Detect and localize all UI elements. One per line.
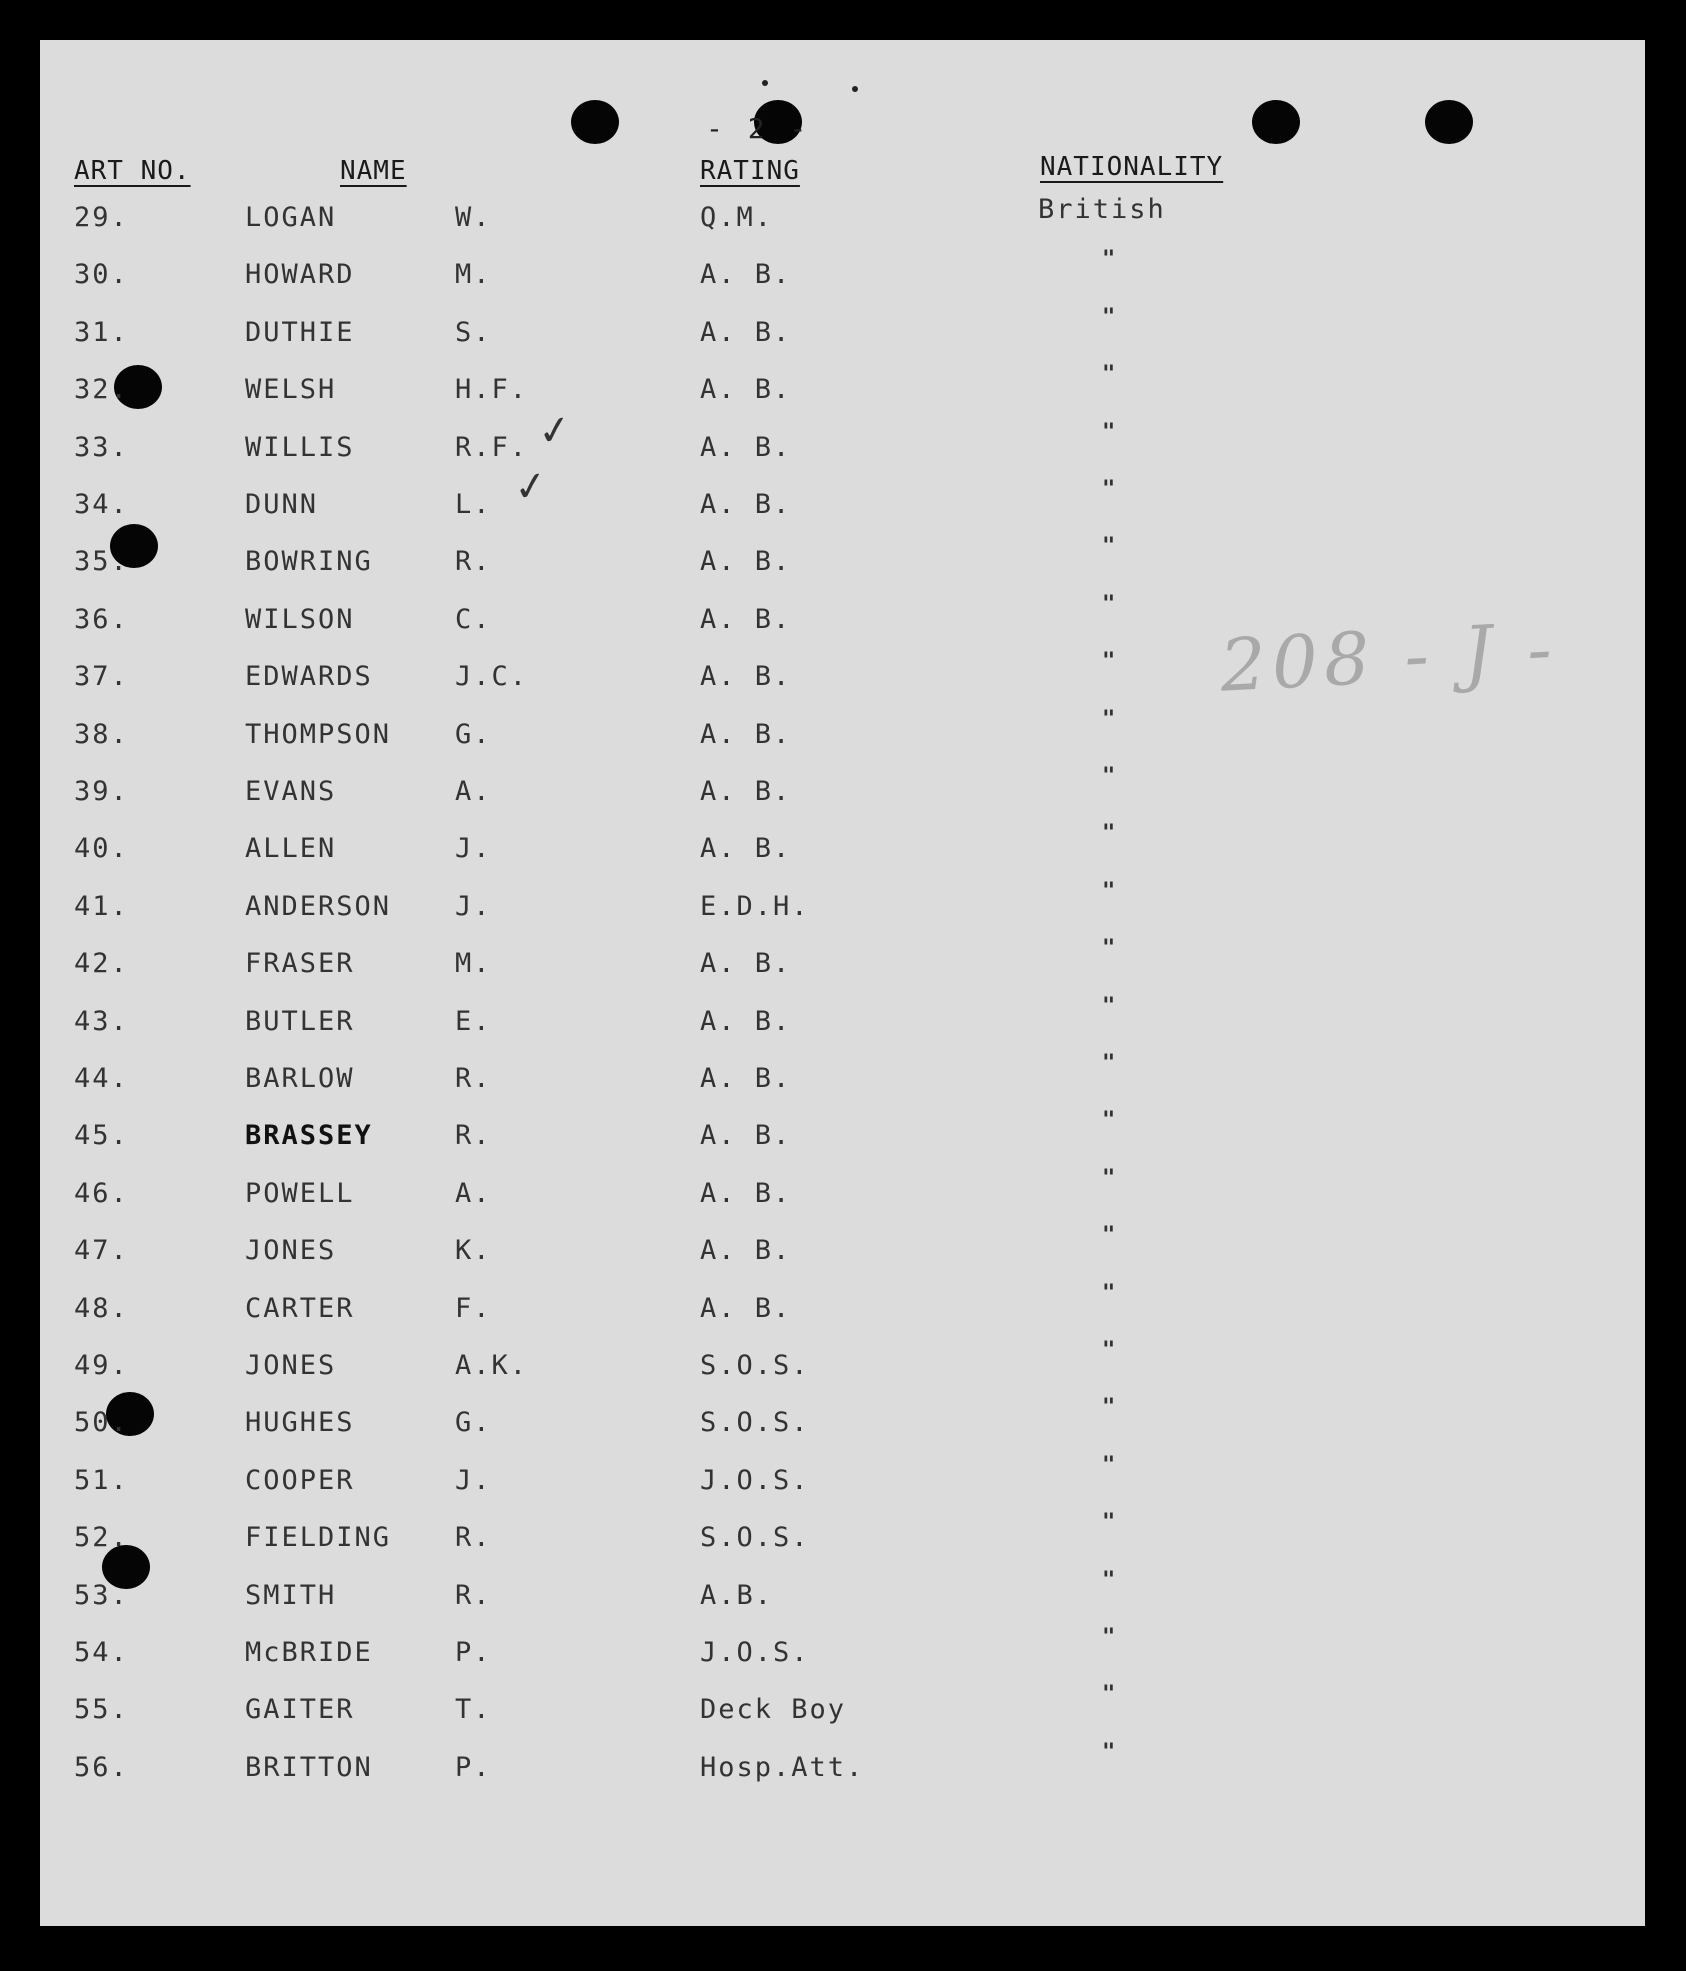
- art-no-cell: 52.: [74, 1522, 129, 1553]
- surname-cell: FRASER: [245, 948, 355, 979]
- punch-hole: [1425, 100, 1473, 144]
- nationality-cell: ": [1102, 534, 1118, 559]
- art-no-cell: 44.: [74, 1063, 129, 1094]
- rating-cell: S.O.S.: [700, 1407, 810, 1438]
- surname-cell: McBRIDE: [245, 1637, 373, 1668]
- art-no-cell: 47.: [74, 1235, 129, 1266]
- art-no-cell: 39.: [74, 776, 129, 807]
- surname-cell: WELSH: [245, 374, 337, 405]
- art-no-cell: 33.: [74, 432, 129, 463]
- rating-cell: A. B.: [700, 1006, 792, 1037]
- surname-cell: BUTLER: [245, 1006, 355, 1037]
- nationality-cell: ": [1102, 1108, 1118, 1133]
- nationality-cell: ": [1102, 994, 1118, 1019]
- art-no-cell: 40.: [74, 833, 129, 864]
- nationality-cell: ": [1102, 1510, 1118, 1535]
- art-no-cell: 35.: [74, 546, 129, 577]
- art-no-cell: 56.: [74, 1752, 129, 1783]
- rating-cell: Q.M.: [700, 202, 774, 233]
- initials-cell: A.: [455, 776, 492, 807]
- rating-cell: Hosp.Att.: [700, 1752, 865, 1783]
- rating-cell: A. B.: [700, 776, 792, 807]
- page-number: - 2 -: [706, 112, 811, 145]
- rating-cell: A. B.: [700, 719, 792, 750]
- art-no-cell: 31.: [74, 317, 129, 348]
- initials-cell: R.F.: [455, 432, 529, 463]
- art-no-cell: 38.: [74, 719, 129, 750]
- header-art-no: ART NO.: [74, 156, 191, 186]
- nationality-cell: ": [1102, 1740, 1118, 1765]
- header-rating: RATING: [700, 156, 800, 186]
- initials-cell: A.K.: [455, 1350, 529, 1381]
- initials-cell: L.: [455, 489, 492, 520]
- initials-cell: G.: [455, 1407, 492, 1438]
- ink-speck: [852, 86, 858, 92]
- surname-cell: ALLEN: [245, 833, 337, 864]
- nationality-cell: ": [1102, 1166, 1118, 1191]
- rating-cell: A. B.: [700, 661, 792, 692]
- initials-cell: C.: [455, 604, 492, 635]
- art-no-cell: 54.: [74, 1637, 129, 1668]
- initials-cell: R.: [455, 1522, 492, 1553]
- art-no-cell: 55.: [74, 1694, 129, 1725]
- initials-cell: J.: [455, 833, 492, 864]
- art-no-cell: 49.: [74, 1350, 129, 1381]
- initials-cell: M.: [455, 259, 492, 290]
- nationality-cell: ": [1102, 764, 1118, 789]
- surname-cell: LOGAN: [245, 202, 337, 233]
- initials-cell: R.: [455, 1120, 492, 1151]
- surname-cell: WILLIS: [245, 432, 355, 463]
- initials-cell: E.: [455, 1006, 492, 1037]
- rating-cell: A. B.: [700, 833, 792, 864]
- art-no-cell: 29.: [74, 202, 129, 233]
- art-no-cell: 32.: [74, 374, 129, 405]
- art-no-cell: 36.: [74, 604, 129, 635]
- punch-hole: [571, 100, 619, 144]
- rating-cell: A.B.: [700, 1580, 774, 1611]
- document-page: [40, 40, 1645, 1926]
- header-name: NAME: [340, 156, 407, 186]
- art-no-cell: 50.: [74, 1407, 129, 1438]
- initials-cell: J.: [455, 1465, 492, 1496]
- nationality-cell: ": [1102, 247, 1118, 272]
- initials-cell: P.: [455, 1637, 492, 1668]
- header-nationality: NATIONALITY: [1040, 152, 1224, 182]
- initials-cell: H.F.: [455, 374, 529, 405]
- nationality-cell: ": [1102, 1568, 1118, 1593]
- rating-cell: A. B.: [700, 948, 792, 979]
- surname-cell: BOWRING: [245, 546, 373, 577]
- surname-cell: WILSON: [245, 604, 355, 635]
- nationality-cell: ": [1102, 936, 1118, 961]
- initials-cell: S.: [455, 317, 492, 348]
- art-no-cell: 48.: [74, 1293, 129, 1324]
- initials-cell: M.: [455, 948, 492, 979]
- surname-cell: THOMPSON: [245, 719, 392, 750]
- initials-cell: J.: [455, 891, 492, 922]
- surname-cell: JONES: [245, 1350, 337, 1381]
- nationality-cell: ": [1102, 305, 1118, 330]
- surname-cell: BARLOW: [245, 1063, 355, 1094]
- art-no-cell: 34.: [74, 489, 129, 520]
- nationality-cell: ": [1102, 1453, 1118, 1478]
- nationality-cell: ": [1102, 1051, 1118, 1076]
- rating-cell: J.O.S.: [700, 1465, 810, 1496]
- surname-cell: EDWARDS: [245, 661, 373, 692]
- art-no-cell: 51.: [74, 1465, 129, 1496]
- initials-cell: R.: [455, 546, 492, 577]
- initials-cell: A.: [455, 1178, 492, 1209]
- nationality-cell: ": [1102, 1223, 1118, 1248]
- rating-cell: Deck Boy: [700, 1694, 847, 1725]
- nationality-cell: ": [1102, 821, 1118, 846]
- initials-cell: F.: [455, 1293, 492, 1324]
- rating-cell: A. B.: [700, 1235, 792, 1266]
- rating-cell: S.O.S.: [700, 1350, 810, 1381]
- art-no-cell: 43.: [74, 1006, 129, 1037]
- art-no-cell: 41.: [74, 891, 129, 922]
- nationality-cell: ": [1102, 1395, 1118, 1420]
- surname-cell: EVANS: [245, 776, 337, 807]
- check-mark-icon: ✓: [534, 405, 575, 457]
- rating-cell: A. B.: [700, 489, 792, 520]
- rating-cell: S.O.S.: [700, 1522, 810, 1553]
- initials-cell: K.: [455, 1235, 492, 1266]
- surname-cell: CARTER: [245, 1293, 355, 1324]
- rating-cell: A. B.: [700, 374, 792, 405]
- rating-cell: A. B.: [700, 1120, 792, 1151]
- art-no-cell: 37.: [74, 661, 129, 692]
- rating-cell: J.O.S.: [700, 1637, 810, 1668]
- rating-cell: A. B.: [700, 604, 792, 635]
- art-no-cell: 45.: [74, 1120, 129, 1151]
- nationality-cell: ": [1102, 1281, 1118, 1306]
- surname-cell: DUNN: [245, 489, 319, 520]
- rating-cell: A. B.: [700, 317, 792, 348]
- nationality-cell: ": [1102, 707, 1118, 732]
- art-no-cell: 46.: [74, 1178, 129, 1209]
- nationality-cell: ": [1102, 420, 1118, 445]
- rating-cell: A. B.: [700, 1063, 792, 1094]
- rating-cell: A. B.: [700, 432, 792, 463]
- art-no-cell: 53.: [74, 1580, 129, 1611]
- initials-cell: G.: [455, 719, 492, 750]
- initials-cell: W.: [455, 202, 492, 233]
- nationality-cell: ": [1102, 1625, 1118, 1650]
- rating-cell: A. B.: [700, 546, 792, 577]
- initials-cell: R.: [455, 1580, 492, 1611]
- surname-cell: ANDERSON: [245, 891, 392, 922]
- rating-cell: E.D.H.: [700, 891, 810, 922]
- nationality-cell: ": [1102, 649, 1118, 674]
- nationality-cell: ": [1102, 477, 1118, 502]
- initials-cell: R.: [455, 1063, 492, 1094]
- rating-cell: A. B.: [700, 1178, 792, 1209]
- rating-cell: A. B.: [700, 1293, 792, 1324]
- surname-cell: COOPER: [245, 1465, 355, 1496]
- surname-cell: JONES: [245, 1235, 337, 1266]
- rating-cell: A. B.: [700, 259, 792, 290]
- surname-cell: BRASSEY: [245, 1120, 373, 1151]
- punch-hole: [1252, 100, 1300, 144]
- surname-cell: HUGHES: [245, 1407, 355, 1438]
- nationality-cell: ": [1102, 1682, 1118, 1707]
- surname-cell: SMITH: [245, 1580, 337, 1611]
- check-mark-icon: ✓: [510, 461, 551, 513]
- surname-cell: DUTHIE: [245, 317, 355, 348]
- ink-speck: [762, 80, 768, 86]
- art-no-cell: 42.: [74, 948, 129, 979]
- handwritten-note: 208 - J -: [1218, 606, 1560, 708]
- surname-cell: POWELL: [245, 1178, 355, 1209]
- nationality-cell: ": [1102, 879, 1118, 904]
- initials-cell: T.: [455, 1694, 492, 1725]
- nationality-cell: ": [1102, 1338, 1118, 1363]
- surname-cell: HOWARD: [245, 259, 355, 290]
- nationality-cell: British: [1038, 194, 1166, 225]
- surname-cell: GAITER: [245, 1694, 355, 1725]
- nationality-cell: ": [1102, 362, 1118, 387]
- art-no-cell: 30.: [74, 259, 129, 290]
- nationality-cell: ": [1102, 592, 1118, 617]
- surname-cell: BRITTON: [245, 1752, 373, 1783]
- initials-cell: J.C.: [455, 661, 529, 692]
- surname-cell: FIELDING: [245, 1522, 392, 1553]
- initials-cell: P.: [455, 1752, 492, 1783]
